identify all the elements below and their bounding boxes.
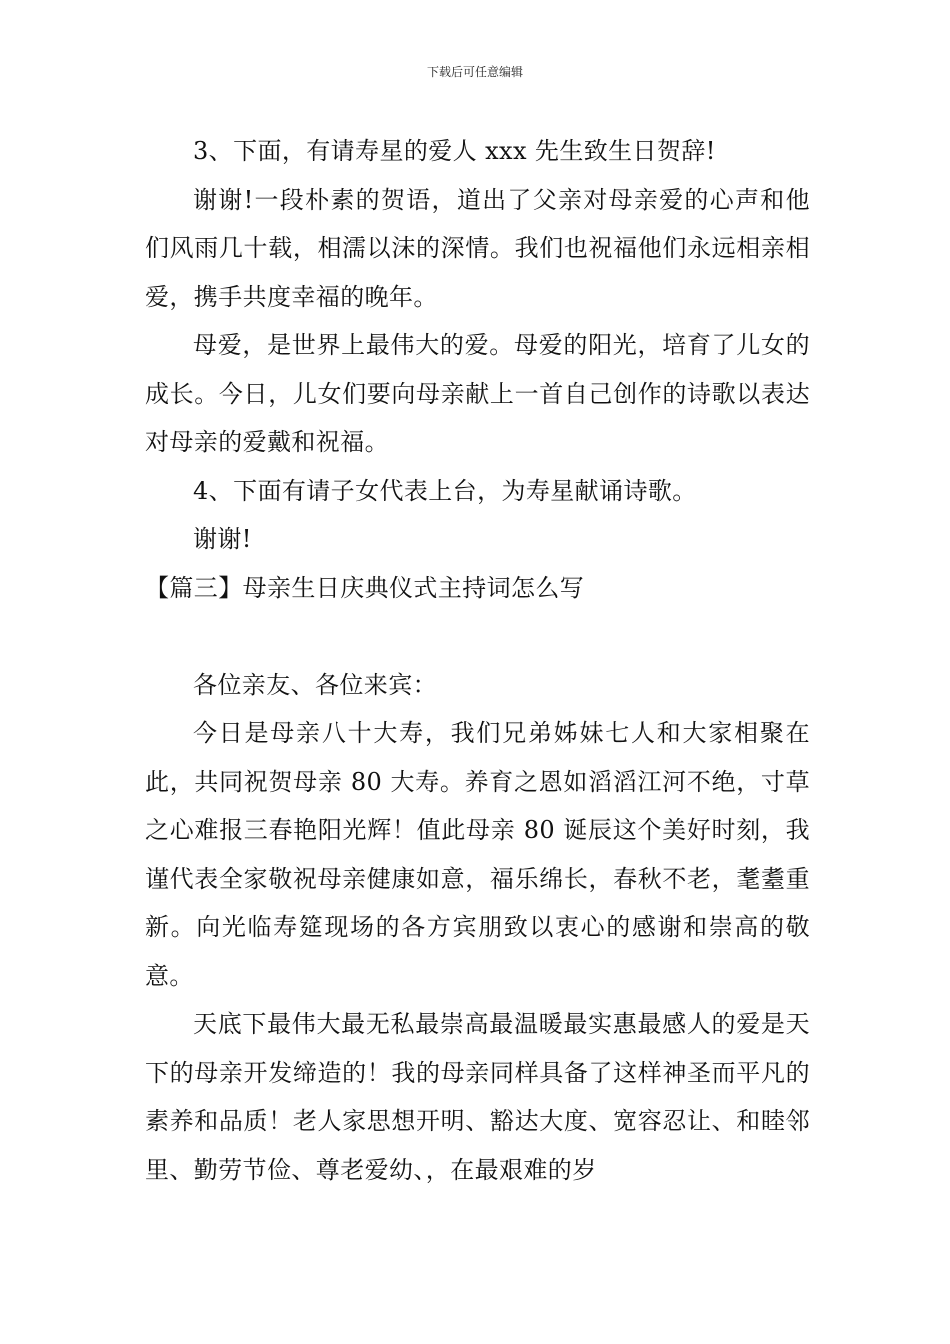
- paragraph-mother-qualities: 天底下最伟大最无私最崇高最温暖最实惠最感人的爱是天下的母亲开发缔造的！我的母亲同样具备了这样神圣而平凡的素养和品质！老人家思想开明、豁达大度、宽容忍让、和睦邻里、勤劳节俭、尊老爱幼、，在最艰难的岁: [145, 1010, 810, 1184]
- blank-line: [145, 612, 810, 661]
- paragraph-item-3: 3、下面，有请寿星的爱人 xxx 先生致生日贺辞!: [193, 137, 716, 165]
- paragraph-birthday-speech: 今日是母亲八十大寿，我们兄弟姊妹七人和大家相聚在此，共同祝贺母亲 80 大寿。养育之恩如滔滔江河不绝，寸草之心难报三春艳阳光辉！值此母亲 80 诞辰这个美好时刻，我谨代表全家敬祝母亲健康如意，福乐绵长，春秋不老，耄耋重新。向光临寿筵现场的各方宾朋致以衷心的感谢和崇高的敬意。: [145, 719, 810, 990]
- document-body: [145, 127, 810, 1194]
- paragraph-thanks: 谢谢!: [193, 525, 252, 553]
- section-heading: 【篇三】母亲生日庆典仪式主持词怎么写: [145, 573, 585, 602]
- paragraph-mother-love: 母爱，是世界上最伟大的爱。母爱的阳光，培育了儿女的成长。今日，儿女们要向母亲献上一首自己创作的诗歌以表达对母亲的爱戴和祝福。: [145, 331, 810, 456]
- page-header: 下载后可任意编辑: [426, 65, 523, 79]
- paragraph-item-4: 4、下面有请子女代表上台，为寿星献诵诗歌。: [193, 476, 697, 505]
- paragraph-greeting: 各位亲友、各位来宾：: [193, 670, 437, 699]
- paragraph-thanks-blessing: 谢谢!一段朴素的贺语，道出了父亲对母亲爱的心声和他们风雨几十载，相濡以沫的深情。我们也祝福他们永远相亲相爱，携手共度幸福的晚年。: [145, 185, 810, 311]
